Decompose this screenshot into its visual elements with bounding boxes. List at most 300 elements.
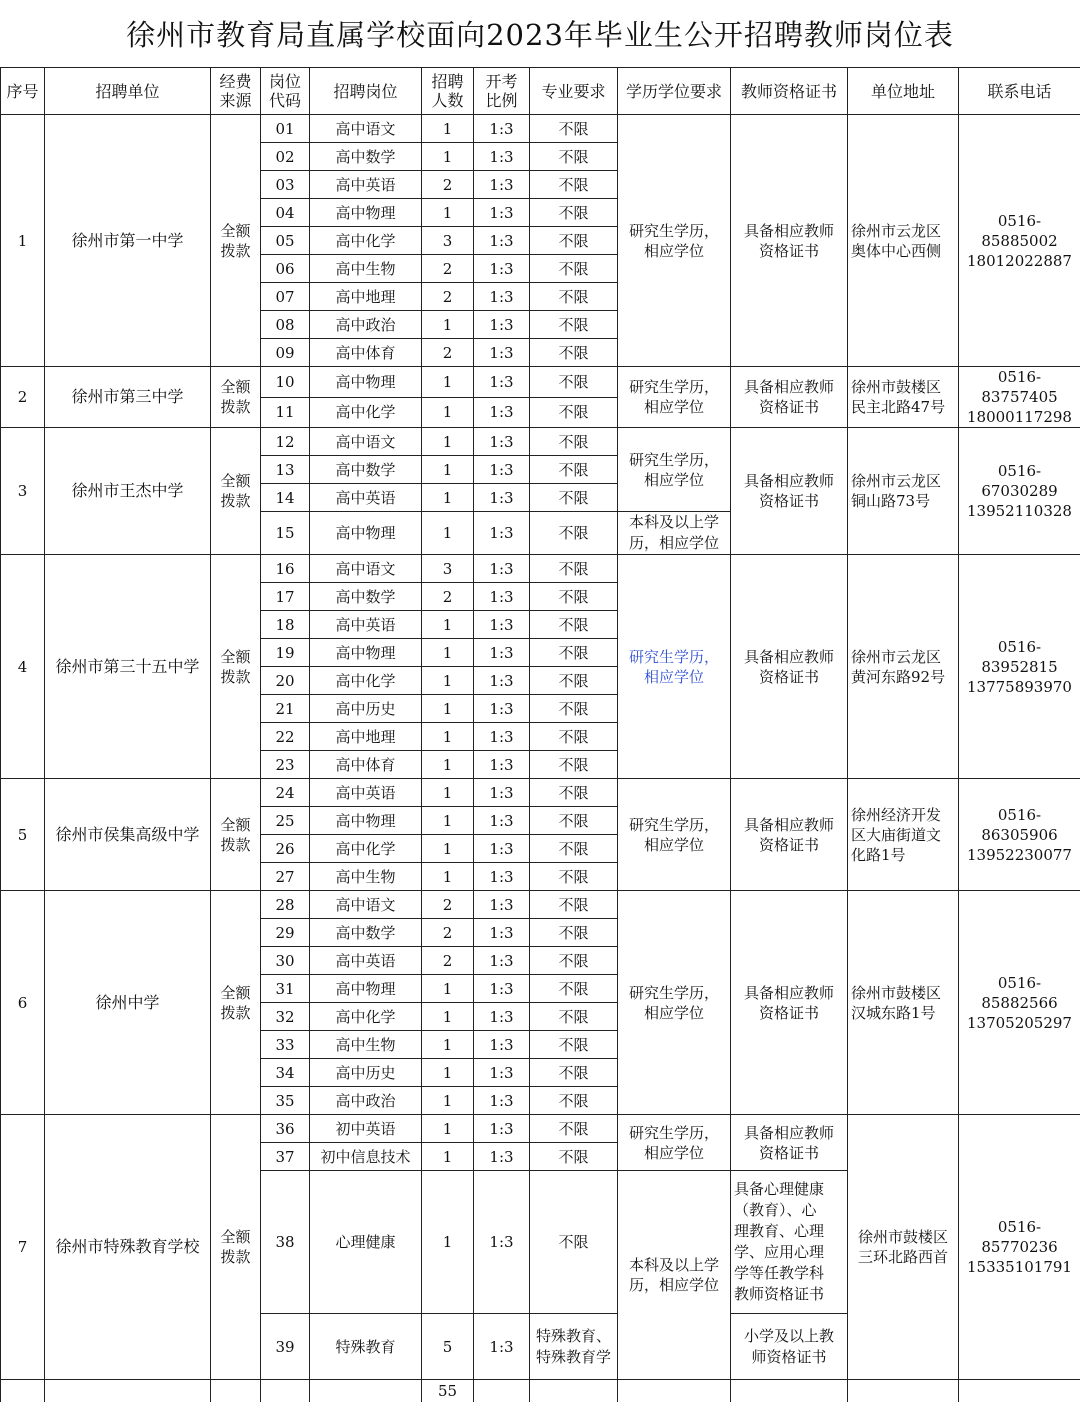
major-cell: 不限 xyxy=(530,695,618,723)
address-cell-line: 区大庙街道文 xyxy=(851,826,941,844)
cert-cell-line: 资格证书 xyxy=(759,242,819,260)
ratio-cell: 1:3 xyxy=(474,583,530,611)
address-cell xyxy=(848,115,959,367)
ratio-cell: 1:3 xyxy=(474,1031,530,1059)
major-cell-line: 特殊教育、 xyxy=(536,1327,611,1345)
code-cell: 29 xyxy=(261,919,310,947)
code-cell: 34 xyxy=(261,1059,310,1087)
count-cell: 2 xyxy=(422,339,474,367)
fund-cell-line: 拨款 xyxy=(220,398,250,416)
ratio-cell: 1:3 xyxy=(474,255,530,283)
phone-cell-line: 0516-85882566 xyxy=(981,974,1057,1012)
address-cell-line: 铜山路73号 xyxy=(851,492,930,510)
fund-cell xyxy=(211,891,261,1115)
page-title: 徐州市教育局直属学校面向2023年毕业生公开招聘教师岗位表 xyxy=(0,0,1080,67)
total-empty-cell xyxy=(731,1380,848,1402)
fund-cell xyxy=(211,1115,261,1380)
code-cell: 35 xyxy=(261,1087,310,1115)
unit-cell: 徐州市第一中学 xyxy=(45,115,211,367)
count-cell: 1 xyxy=(422,611,474,639)
ratio-cell: 1:3 xyxy=(474,863,530,891)
ratio-cell: 1:3 xyxy=(474,367,530,398)
major-cell: 不限 xyxy=(530,199,618,227)
cert-cell xyxy=(731,1314,848,1380)
fund-cell-line: 全额 xyxy=(220,648,250,666)
major-cell: 不限 xyxy=(530,891,618,919)
total-empty-cell xyxy=(261,1380,310,1402)
count-cell: 2 xyxy=(422,919,474,947)
total-empty-cell xyxy=(310,1380,422,1402)
cert-cell-line: 具备相应教师 xyxy=(744,378,834,396)
ratio-cell: 1:3 xyxy=(474,667,530,695)
degree-cell-line: 相应学位 xyxy=(644,242,704,260)
code-cell: 25 xyxy=(261,807,310,835)
major-cell: 不限 xyxy=(530,1115,618,1143)
count-cell: 2 xyxy=(422,283,474,311)
ratio-cell: 1:3 xyxy=(474,512,530,555)
position-cell: 高中生物 xyxy=(310,255,422,283)
code-cell: 04 xyxy=(261,199,310,227)
table-row xyxy=(1,779,1080,807)
major-cell: 不限 xyxy=(530,863,618,891)
code-cell: 06 xyxy=(261,255,310,283)
position-cell: 高中数学 xyxy=(310,919,422,947)
phone-cell-line: 13952110328 xyxy=(967,502,1072,520)
address-cell xyxy=(848,779,959,891)
count-cell: 1 xyxy=(422,115,474,143)
address-cell-line: 汉城东路1号 xyxy=(851,1004,936,1022)
cert-cell-line: 资格证书 xyxy=(759,836,819,854)
degree-cell-line: 研究生学历， xyxy=(629,378,719,396)
count-cell: 1 xyxy=(422,456,474,484)
phone-cell xyxy=(959,115,1080,367)
seq-cell: 5 xyxy=(1,779,45,891)
address-cell-line: 徐州市鼓楼区 xyxy=(851,984,941,1002)
address-cell xyxy=(848,555,959,779)
position-cell: 高中历史 xyxy=(310,1059,422,1087)
phone-cell-line: 15335101791 xyxy=(967,1258,1072,1276)
major-cell: 不限 xyxy=(530,1031,618,1059)
major-cell: 不限 xyxy=(530,975,618,1003)
degree-cell-line: 研究生学历， xyxy=(629,984,719,1002)
address-cell-line: 徐州市云龙区 xyxy=(851,222,941,240)
ratio-cell: 1:3 xyxy=(474,115,530,143)
position-cell: 高中历史 xyxy=(310,695,422,723)
cert-cell-line: 理教育、心理 xyxy=(734,1222,824,1240)
position-cell: 初中信息技术 xyxy=(310,1143,422,1171)
address-cell xyxy=(848,428,959,555)
total-row xyxy=(1,1380,1080,1402)
count-cell: 1 xyxy=(422,1031,474,1059)
major-cell: 不限 xyxy=(530,397,618,428)
cert-cell-line: 学、应用心理 xyxy=(734,1243,824,1261)
count-cell: 2 xyxy=(422,255,474,283)
table-row xyxy=(1,555,1080,583)
major-cell: 不限 xyxy=(530,779,618,807)
seq-cell: 3 xyxy=(1,428,45,555)
ratio-cell: 1:3 xyxy=(474,919,530,947)
position-cell: 高中英语 xyxy=(310,171,422,199)
cert-cell-line: 资格证书 xyxy=(759,1004,819,1022)
major-cell: 不限 xyxy=(530,339,618,367)
fund-cell-line: 拨款 xyxy=(220,1248,250,1266)
address-cell-line: 民主北路47号 xyxy=(851,398,945,416)
cert-cell xyxy=(731,779,848,891)
count-cell: 1 xyxy=(422,751,474,779)
count-cell: 2 xyxy=(422,171,474,199)
seq-cell: 4 xyxy=(1,555,45,779)
major-cell: 不限 xyxy=(530,255,618,283)
fund-cell-line: 全额 xyxy=(220,984,250,1002)
ratio-cell: 1:3 xyxy=(474,1171,530,1314)
header-unit: 招聘单位 xyxy=(45,68,211,115)
phone-cell xyxy=(959,1115,1080,1380)
position-cell: 高中语文 xyxy=(310,115,422,143)
header-seq: 序号 xyxy=(1,68,45,115)
code-cell: 33 xyxy=(261,1031,310,1059)
count-cell: 1 xyxy=(422,1171,474,1314)
cert-cell-line: 资格证书 xyxy=(759,398,819,416)
ratio-cell: 1:3 xyxy=(474,555,530,583)
code-cell: 26 xyxy=(261,835,310,863)
ratio-cell: 1:3 xyxy=(474,1087,530,1115)
count-cell: 1 xyxy=(422,1143,474,1171)
position-cell: 高中地理 xyxy=(310,723,422,751)
address-cell-line: 三环北路西首 xyxy=(858,1248,948,1266)
total-empty-cell xyxy=(474,1380,530,1402)
degree-cell xyxy=(618,891,731,1115)
fund-cell-line: 拨款 xyxy=(220,668,250,686)
phone-cell-line: 0516-67030289 xyxy=(981,462,1057,500)
cert-cell-line: （教育）、心 xyxy=(734,1201,817,1219)
cert-cell-line: 资格证书 xyxy=(759,492,819,510)
code-cell: 09 xyxy=(261,339,310,367)
total-empty-cell xyxy=(211,1380,261,1402)
position-cell: 高中数学 xyxy=(310,143,422,171)
header-major: 专业要求 xyxy=(530,68,618,115)
degree-cell-line: 历，相应学位 xyxy=(629,1276,719,1294)
degree-cell-line: 本科及以上学 xyxy=(629,1256,719,1274)
major-cell: 不限 xyxy=(530,143,618,171)
ratio-cell: 1:3 xyxy=(474,695,530,723)
degree-cell xyxy=(618,1171,731,1380)
degree-cell-line: 历，相应学位 xyxy=(629,534,719,552)
phone-cell-line: 13705205297 xyxy=(967,1014,1072,1032)
table-row xyxy=(1,115,1080,143)
table-row xyxy=(1,428,1080,456)
code-cell: 16 xyxy=(261,555,310,583)
position-cell: 高中物理 xyxy=(310,512,422,555)
degree-cell-line: 相应学位 xyxy=(644,1144,704,1162)
degree-cell-line: 相应学位 xyxy=(644,1004,704,1022)
code-cell: 08 xyxy=(261,311,310,339)
code-cell: 18 xyxy=(261,611,310,639)
count-cell: 1 xyxy=(422,807,474,835)
ratio-cell: 1:3 xyxy=(474,283,530,311)
header-address: 单位地址 xyxy=(848,68,959,115)
fund-cell-line: 全额 xyxy=(220,378,250,396)
header-degree: 学历学位要求 xyxy=(618,68,731,115)
fund-cell-line: 拨款 xyxy=(220,242,250,260)
count-cell: 1 xyxy=(422,367,474,398)
code-cell: 17 xyxy=(261,583,310,611)
table-body xyxy=(1,115,1080,1402)
count-cell: 3 xyxy=(422,555,474,583)
fund-cell xyxy=(211,367,261,428)
position-cell: 高中英语 xyxy=(310,947,422,975)
major-cell: 不限 xyxy=(530,428,618,456)
cert-cell-line: 小学及以上教 xyxy=(744,1327,834,1345)
count-cell: 1 xyxy=(422,311,474,339)
ratio-cell: 1:3 xyxy=(474,835,530,863)
ratio-cell: 1:3 xyxy=(474,891,530,919)
position-cell: 高中英语 xyxy=(310,484,422,512)
major-cell: 不限 xyxy=(530,283,618,311)
position-cell: 高中政治 xyxy=(310,1087,422,1115)
ratio-cell: 1:3 xyxy=(474,807,530,835)
phone-cell xyxy=(959,555,1080,779)
ratio-cell: 1:3 xyxy=(474,1314,530,1380)
ratio-cell: 1:3 xyxy=(474,1115,530,1143)
degree-cell xyxy=(618,779,731,891)
unit-cell: 徐州市王杰中学 xyxy=(45,428,211,555)
position-cell: 高中物理 xyxy=(310,199,422,227)
code-cell: 37 xyxy=(261,1143,310,1171)
code-cell: 19 xyxy=(261,639,310,667)
cert-cell xyxy=(731,1171,848,1314)
phone-cell xyxy=(959,779,1080,891)
cert-cell xyxy=(731,115,848,367)
position-cell: 高中化学 xyxy=(310,397,422,428)
total-empty-cell xyxy=(1,1380,45,1402)
cert-cell-line: 具备相应教师 xyxy=(744,1124,834,1142)
code-cell: 13 xyxy=(261,456,310,484)
header-phone: 联系电话 xyxy=(959,68,1080,115)
major-cell: 不限 xyxy=(530,227,618,255)
count-cell: 1 xyxy=(422,1003,474,1031)
degree-cell-line: 研究生学历， xyxy=(629,1124,719,1142)
phone-cell-line: 0516-85770236 xyxy=(981,1218,1057,1256)
ratio-cell: 1:3 xyxy=(474,199,530,227)
position-cell: 高中物理 xyxy=(310,367,422,398)
address-cell-line: 奥体中心西侧 xyxy=(851,242,941,260)
cert-cell-line: 学等任教学科 xyxy=(734,1264,824,1282)
position-cell: 高中物理 xyxy=(310,639,422,667)
code-cell: 11 xyxy=(261,397,310,428)
count-cell: 1 xyxy=(422,695,474,723)
degree-cell xyxy=(618,428,731,512)
ratio-cell: 1:3 xyxy=(474,456,530,484)
major-cell: 不限 xyxy=(530,456,618,484)
cert-cell xyxy=(731,428,848,555)
ratio-cell: 1:3 xyxy=(474,779,530,807)
count-cell: 1 xyxy=(422,199,474,227)
address-cell-line: 黄河东路92号 xyxy=(851,668,945,686)
position-cell: 高中英语 xyxy=(310,779,422,807)
major-cell: 不限 xyxy=(530,367,618,398)
code-cell: 02 xyxy=(261,143,310,171)
cert-cell-line: 具备心理健康 xyxy=(734,1180,824,1198)
address-cell-line: 徐州市鼓楼区 xyxy=(858,1228,948,1246)
major-cell: 不限 xyxy=(530,947,618,975)
count-cell: 1 xyxy=(422,779,474,807)
phone-cell xyxy=(959,367,1080,428)
cert-cell-line: 具备相应教师 xyxy=(744,648,834,666)
total-empty-cell xyxy=(618,1380,731,1402)
address-cell-line: 徐州市云龙区 xyxy=(851,472,941,490)
count-cell: 1 xyxy=(422,863,474,891)
major-cell: 不限 xyxy=(530,1059,618,1087)
code-cell: 20 xyxy=(261,667,310,695)
fund-cell-line: 全额 xyxy=(220,222,250,240)
code-cell: 38 xyxy=(261,1171,310,1314)
address-cell xyxy=(848,367,959,428)
major-cell xyxy=(530,1314,618,1380)
major-cell: 不限 xyxy=(530,667,618,695)
major-cell: 不限 xyxy=(530,723,618,751)
code-cell: 07 xyxy=(261,283,310,311)
address-cell xyxy=(848,891,959,1115)
header-position: 招聘岗位 xyxy=(310,68,422,115)
code-cell: 01 xyxy=(261,115,310,143)
position-cell: 高中化学 xyxy=(310,1003,422,1031)
count-cell: 1 xyxy=(422,1059,474,1087)
degree-cell-line: 相应学位 xyxy=(644,398,704,416)
position-cell: 高中化学 xyxy=(310,227,422,255)
major-cell: 不限 xyxy=(530,512,618,555)
count-cell: 1 xyxy=(422,512,474,555)
ratio-cell: 1:3 xyxy=(474,975,530,1003)
position-cell: 高中体育 xyxy=(310,751,422,779)
degree-cell xyxy=(618,555,731,779)
code-cell: 12 xyxy=(261,428,310,456)
ratio-cell: 1:3 xyxy=(474,428,530,456)
cert-cell-line: 具备相应教师 xyxy=(744,984,834,1002)
phone-cell xyxy=(959,428,1080,555)
ratio-cell: 1:3 xyxy=(474,397,530,428)
code-cell: 23 xyxy=(261,751,310,779)
degree-cell xyxy=(618,367,731,428)
count-cell: 1 xyxy=(422,143,474,171)
count-cell: 1 xyxy=(422,975,474,1003)
header-count: 招聘 人数 xyxy=(422,68,474,115)
fund-cell-line: 拨款 xyxy=(220,492,250,510)
ratio-cell: 1:3 xyxy=(474,751,530,779)
cert-cell-line: 具备相应教师 xyxy=(744,816,834,834)
major-cell: 不限 xyxy=(530,1171,618,1314)
table-row xyxy=(1,367,1080,398)
phone-cell xyxy=(959,891,1080,1115)
count-cell: 1 xyxy=(422,428,474,456)
degree-cell-line: 研究生学历， xyxy=(629,816,719,834)
code-cell: 28 xyxy=(261,891,310,919)
fund-cell xyxy=(211,779,261,891)
code-cell: 30 xyxy=(261,947,310,975)
position-cell: 高中体育 xyxy=(310,339,422,367)
position-cell: 高中语文 xyxy=(310,555,422,583)
count-cell: 1 xyxy=(422,639,474,667)
position-cell: 高中化学 xyxy=(310,667,422,695)
position-cell: 高中英语 xyxy=(310,611,422,639)
table-row xyxy=(1,891,1080,919)
major-cell: 不限 xyxy=(530,171,618,199)
fund-cell xyxy=(211,115,261,367)
cert-cell-line: 具备相应教师 xyxy=(744,472,834,490)
phone-cell-line: 18012022887 xyxy=(967,252,1072,270)
degree-cell-line: 研究生学历， xyxy=(629,222,719,240)
ratio-cell: 1:3 xyxy=(474,947,530,975)
code-cell: 31 xyxy=(261,975,310,1003)
seq-cell: 6 xyxy=(1,891,45,1115)
count-cell: 1 xyxy=(422,667,474,695)
header-fund: 经费 来源 xyxy=(211,68,261,115)
code-cell: 05 xyxy=(261,227,310,255)
ratio-cell: 1:3 xyxy=(474,1143,530,1171)
count-cell: 5 xyxy=(422,1314,474,1380)
major-cell: 不限 xyxy=(530,919,618,947)
cert-cell-line: 资格证书 xyxy=(759,668,819,686)
ratio-cell: 1:3 xyxy=(474,143,530,171)
table-row xyxy=(1,1115,1080,1143)
phone-cell-line: 0516-86305906 xyxy=(981,806,1057,844)
position-cell: 高中化学 xyxy=(310,835,422,863)
unit-cell: 徐州市特殊教育学校 xyxy=(45,1115,211,1380)
position-cell: 高中物理 xyxy=(310,975,422,1003)
degree-cell xyxy=(618,512,731,555)
seq-cell: 1 xyxy=(1,115,45,367)
total-empty-cell xyxy=(959,1380,1080,1402)
cert-cell-line: 资格证书 xyxy=(759,1144,819,1162)
cert-cell-line: 具备相应教师 xyxy=(744,222,834,240)
code-cell: 03 xyxy=(261,171,310,199)
fund-cell xyxy=(211,555,261,779)
position-cell: 高中数学 xyxy=(310,456,422,484)
address-cell xyxy=(848,1115,959,1380)
degree-cell-line: 相应学位 xyxy=(644,668,704,686)
cert-cell-line: 师资格证书 xyxy=(751,1348,826,1366)
count-cell: 3 xyxy=(422,227,474,255)
count-cell: 1 xyxy=(422,1087,474,1115)
unit-cell: 徐州中学 xyxy=(45,891,211,1115)
phone-cell-line: 0516-83952815 xyxy=(981,638,1057,676)
address-cell-line: 徐州市云龙区 xyxy=(851,648,941,666)
total-empty-cell xyxy=(530,1380,618,1402)
fund-cell xyxy=(211,428,261,555)
major-cell: 不限 xyxy=(530,484,618,512)
position-cell: 高中生物 xyxy=(310,863,422,891)
degree-cell-line: 相应学位 xyxy=(644,471,704,489)
major-cell: 不限 xyxy=(530,835,618,863)
code-cell: 10 xyxy=(261,367,310,398)
ratio-cell: 1:3 xyxy=(474,639,530,667)
fund-cell-line: 拨款 xyxy=(220,1004,250,1022)
major-cell: 不限 xyxy=(530,1087,618,1115)
fund-cell-line: 全额 xyxy=(220,816,250,834)
code-cell: 21 xyxy=(261,695,310,723)
degree-cell xyxy=(618,115,731,367)
position-cell: 心理健康 xyxy=(310,1171,422,1314)
count-cell: 1 xyxy=(422,397,474,428)
major-cell: 不限 xyxy=(530,583,618,611)
major-cell-line: 特殊教育学 xyxy=(536,1348,611,1366)
ratio-cell: 1:3 xyxy=(474,723,530,751)
ratio-cell: 1:3 xyxy=(474,311,530,339)
code-cell: 36 xyxy=(261,1115,310,1143)
header-row xyxy=(1,68,1080,115)
ratio-cell: 1:3 xyxy=(474,339,530,367)
ratio-cell: 1:3 xyxy=(474,1003,530,1031)
code-cell: 27 xyxy=(261,863,310,891)
